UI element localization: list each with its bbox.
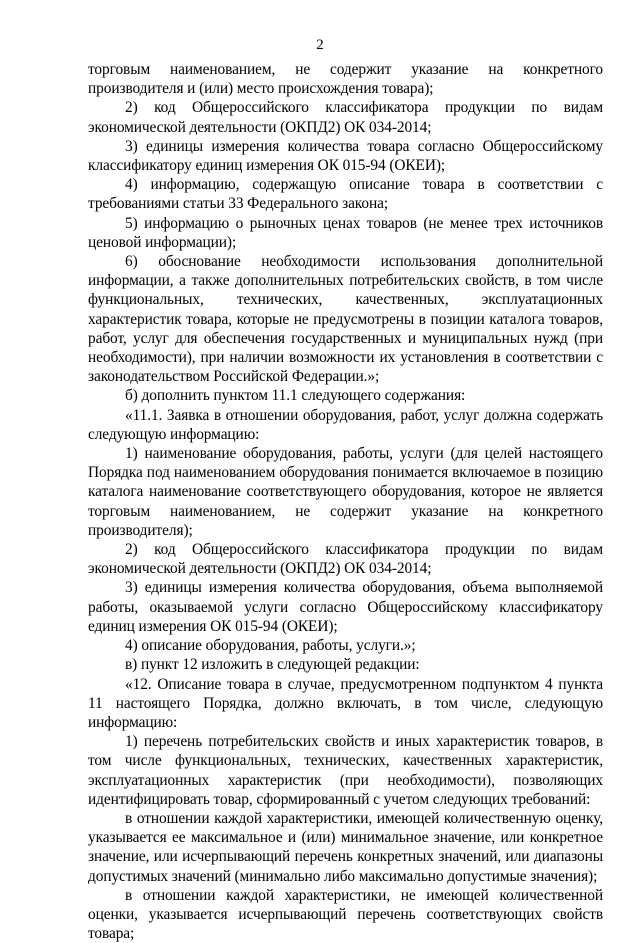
paragraph: в отношении каждой характеристики, не имеющей количественной оценки, указывается исчерпывающий перечень соответствующих свойств товара; [88, 886, 603, 943]
paragraph: 3) единицы измерения количества товара согласно Общероссийскому классификатору единиц измерения ОК 015-94 (ОКЕИ); [88, 137, 603, 175]
paragraph: 1) наименование оборудования, работы, услуги (для целей настоящего Порядка под наименованием оборудования понимается включаемое в позицию каталога наименование соответствующего оборудования, которое не является торговым наименованием, не содержит указание на конкретного производителя); [88, 445, 603, 539]
paragraph: 6) обоснование необходимости использования дополнительной информации, а также дополнительных потребительских свойств, в том числе функциональных, технических, качественных, эксплуатационных характеристик товара, которые не предусмотрены в позиции каталога товаров, работ, услуг для обеспечения государственных и муниципальных нужд (при необходимости), при наличии возможности их установления в соответствии с законодательством Российской Федерации.»; [88, 253, 603, 386]
paragraph: 4) информацию, содержащую описание товара в соответствии с требованиями статьи 33 Федерального закона; [88, 176, 603, 213]
paragraph: в) пункт 12 изложить в следующей редакции: [125, 656, 420, 674]
paragraph: 5) информацию о рыночных ценах товаров (не менее трех источников ценовой информации); [88, 214, 603, 251]
paragraph: 1) перечень потребительских свойств и иных характеристик товаров, в том числе функциональных, технических, качественных характеристик, эксплуатационных характеристик (при необходимости), позволяющих идентифицировать товар, сформированный с учетом следующих требований: [88, 733, 603, 808]
document-body [88, 60, 603, 943]
page-number: 2 [316, 37, 324, 53]
paragraph: «11.1. Заявка в отношении оборудования, работ, услуг должна содержать следующую информацию: [88, 406, 603, 443]
paragraph: торговым наименованием, не содержит указание на конкретного производителя и (или) место происхождения товара); [88, 61, 603, 98]
paragraph: 3) единицы измерения количества оборудования, объема выполняемой работы, оказываемой услуги согласно Общероссийскому классификатору единиц измерения ОК 015-94 (ОКЕИ); [88, 579, 603, 635]
paragraph: 2) код Общероссийского классификатора продукции по видам экономической деятельности (ОКПД2) ОК 034-2014; [88, 99, 603, 136]
paragraph: в отношении каждой характеристики, имеющей количественную оценку, указывается ее максимальное и (или) минимальное значение, или конкретное значение, или исчерпывающий перечень конкретных значений, или диапазоны допустимых значений (минимально либо максимально допустимые значения); [88, 809, 603, 885]
paragraph: «12. Описание товара в случае, предусмотренном подпунктом 4 пункта 11 настоящего Порядка, должно включать, в том числе, следующую информацию: [88, 675, 603, 731]
paragraph: 4) описание оборудования, работы, услуги.»; [125, 637, 416, 655]
paragraph: 2) код Общероссийского классификатора продукции по видам экономической деятельности (ОКПД2) ОК 034-2014; [88, 541, 603, 578]
paragraph: б) дополнить пунктом 11.1 следующего содержания: [125, 387, 466, 405]
